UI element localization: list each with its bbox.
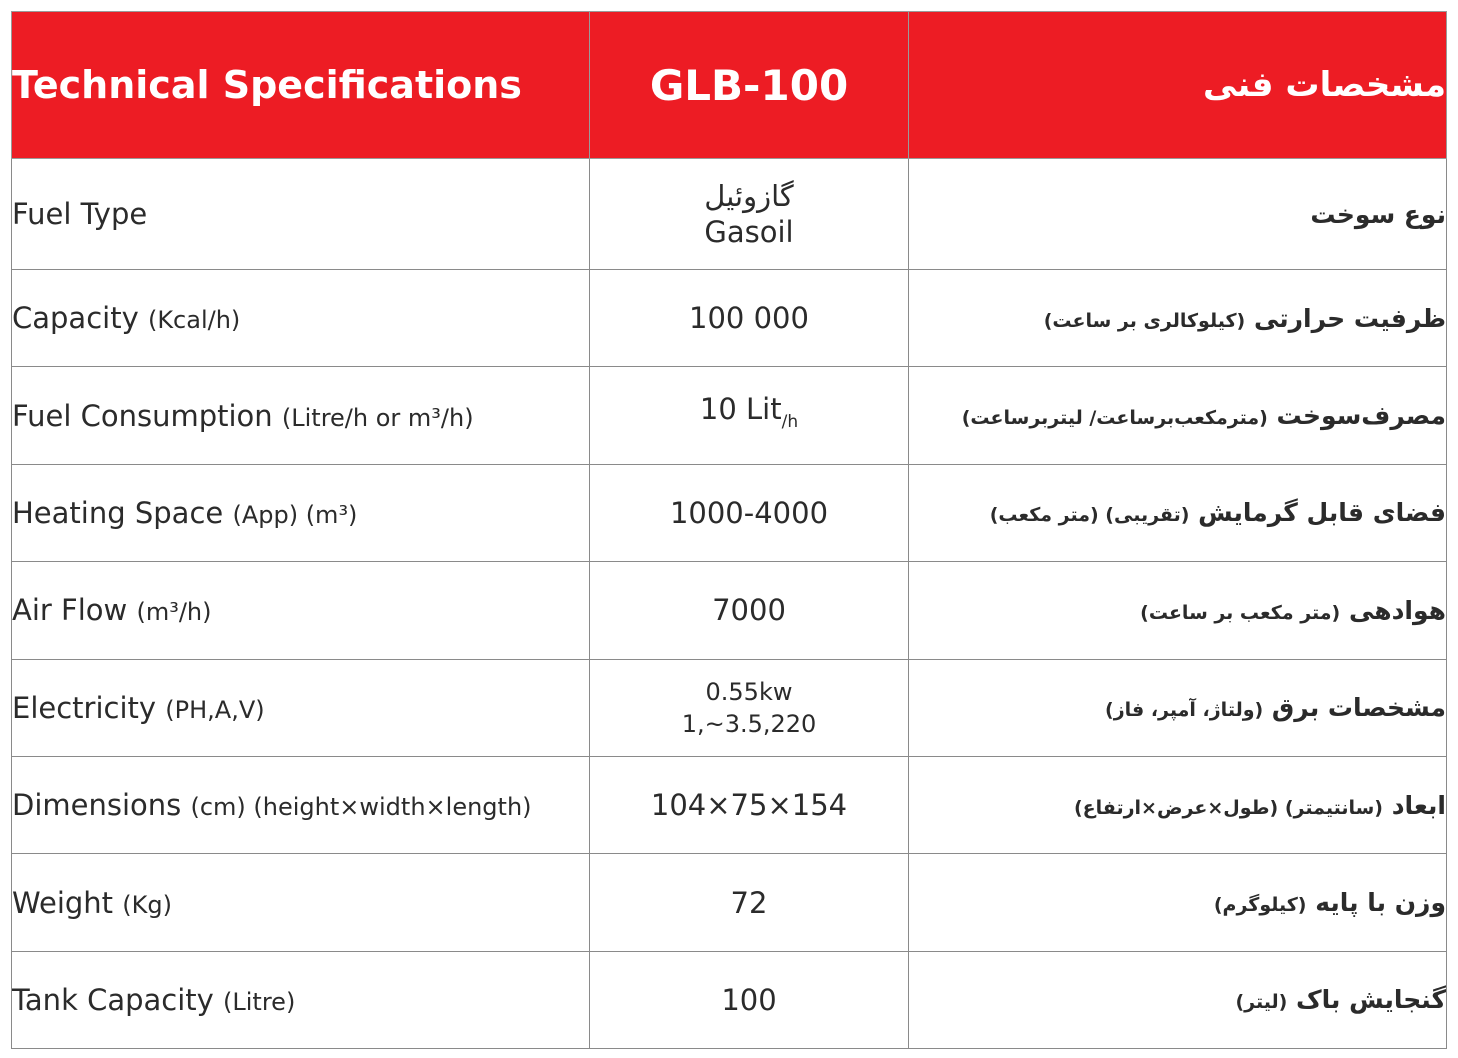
- spec-name: Fuel Consumption: [12, 398, 273, 433]
- spec-name-fa: ابعاد: [1391, 790, 1446, 820]
- spec-unit: (App) (m³): [232, 500, 358, 529]
- spec-unit: (Litre/h or m³/h): [281, 403, 474, 432]
- header-model: GLB-100: [590, 12, 909, 159]
- header-fa-title: مشخصات فنی: [909, 12, 1447, 159]
- spec-name: Air Flow: [12, 593, 128, 628]
- spec-name-fa: گنجایش باک: [1296, 985, 1446, 1015]
- spec-unit: (Kg): [122, 890, 172, 919]
- spec-value-main: 10 Lit: [699, 392, 782, 427]
- table-row: [12, 159, 1447, 270]
- spec-label-en: [12, 854, 590, 951]
- spec-name: Heating Space: [12, 495, 224, 530]
- spec-label-en: [12, 756, 590, 853]
- spec-name-fa: ظرفیت حرارتی: [1253, 303, 1446, 333]
- spec-value: 104×75×154: [590, 756, 909, 853]
- table-row: [12, 464, 1447, 561]
- spec-unit-fa: (کیلوکالری بر ساعت): [1043, 309, 1246, 332]
- spec-value-en: Gasoil: [704, 215, 794, 249]
- spec-unit: (PH,A,V): [165, 695, 265, 724]
- spec-name: Capacity: [12, 301, 139, 336]
- spec-table: [11, 11, 1447, 1049]
- spec-value: 7000: [590, 562, 909, 659]
- spec-name-fa: هوادهی: [1348, 595, 1446, 625]
- spec-name: Fuel Type: [12, 197, 148, 231]
- spec-unit: (Litre): [223, 987, 296, 1016]
- spec-name-fa: فضای قابل گرمایش: [1198, 498, 1446, 528]
- spec-label-en: [12, 562, 590, 659]
- spec-label-fa: [909, 659, 1447, 756]
- table-row: [12, 270, 1447, 367]
- spec-name: Weight: [12, 885, 114, 920]
- table-row: [12, 659, 1447, 756]
- table-row: [12, 854, 1447, 951]
- spec-value-line2: 1,~3.5,220: [681, 709, 817, 738]
- spec-name: Electricity: [12, 690, 157, 725]
- spec-name-fa: مصرف‌سوخت: [1276, 401, 1446, 431]
- spec-label-en: [12, 270, 590, 367]
- spec-label-en: [12, 159, 590, 270]
- spec-label-fa: [909, 464, 1447, 561]
- spec-label-en: [12, 464, 590, 561]
- spec-value-subscript: /h: [781, 412, 799, 433]
- spec-name-fa: نوع سوخت: [1310, 199, 1446, 229]
- spec-value: [590, 367, 909, 464]
- spec-label-fa: [909, 854, 1447, 951]
- spec-unit: (Kcal/h): [147, 306, 241, 335]
- header-row: [12, 12, 1447, 159]
- spec-label-fa: [909, 562, 1447, 659]
- table-row: [12, 367, 1447, 464]
- spec-value: [590, 159, 909, 270]
- spec-unit-fa: (متر مکعب بر ساعت): [1140, 601, 1341, 624]
- spec-name: Dimensions: [12, 788, 182, 823]
- spec-unit: (cm) (height×width×length): [190, 793, 532, 822]
- spec-label-en: [12, 367, 590, 464]
- spec-value: 1000-4000: [590, 464, 909, 561]
- spec-value: 100 000: [590, 270, 909, 367]
- spec-label-fa: [909, 159, 1447, 270]
- spec-unit-fa: (ولتاژ، آمپر، فاز): [1105, 699, 1264, 722]
- table-row: [12, 756, 1447, 853]
- spec-value-line1: 0.55kw: [705, 677, 793, 706]
- table-row: [12, 951, 1447, 1048]
- header-en-title: Technical Specifications: [12, 12, 590, 159]
- spec-label-fa: [909, 270, 1447, 367]
- spec-value: 72: [590, 854, 909, 951]
- spec-value-fa: گازوئیل: [704, 179, 794, 213]
- spec-unit-fa: (مترمکعب‌برساعت/ لیتربرساعت): [961, 407, 1268, 430]
- spec-label-fa: [909, 756, 1447, 853]
- spec-unit-fa: (لیتر): [1235, 991, 1288, 1014]
- spec-value: 100: [590, 951, 909, 1048]
- spec-label-fa: [909, 951, 1447, 1048]
- spec-name: Tank Capacity: [12, 982, 214, 1017]
- spec-value: [590, 659, 909, 756]
- spec-unit-fa: (کیلوگرم): [1213, 894, 1307, 917]
- spec-unit-fa: (تقریبی) (متر مکعب): [989, 504, 1190, 527]
- spec-label-en: [12, 659, 590, 756]
- spec-label-fa: [909, 367, 1447, 464]
- spec-name-fa: مشخصات برق: [1271, 693, 1446, 723]
- spec-label-en: [12, 951, 590, 1048]
- spec-unit: (m³/h): [136, 598, 212, 627]
- spec-name-fa: وزن با پایه: [1315, 888, 1446, 918]
- table-row: [12, 562, 1447, 659]
- spec-unit-fa: (سانتیمتر) (طول×عرض×ارتفاع): [1073, 796, 1383, 819]
